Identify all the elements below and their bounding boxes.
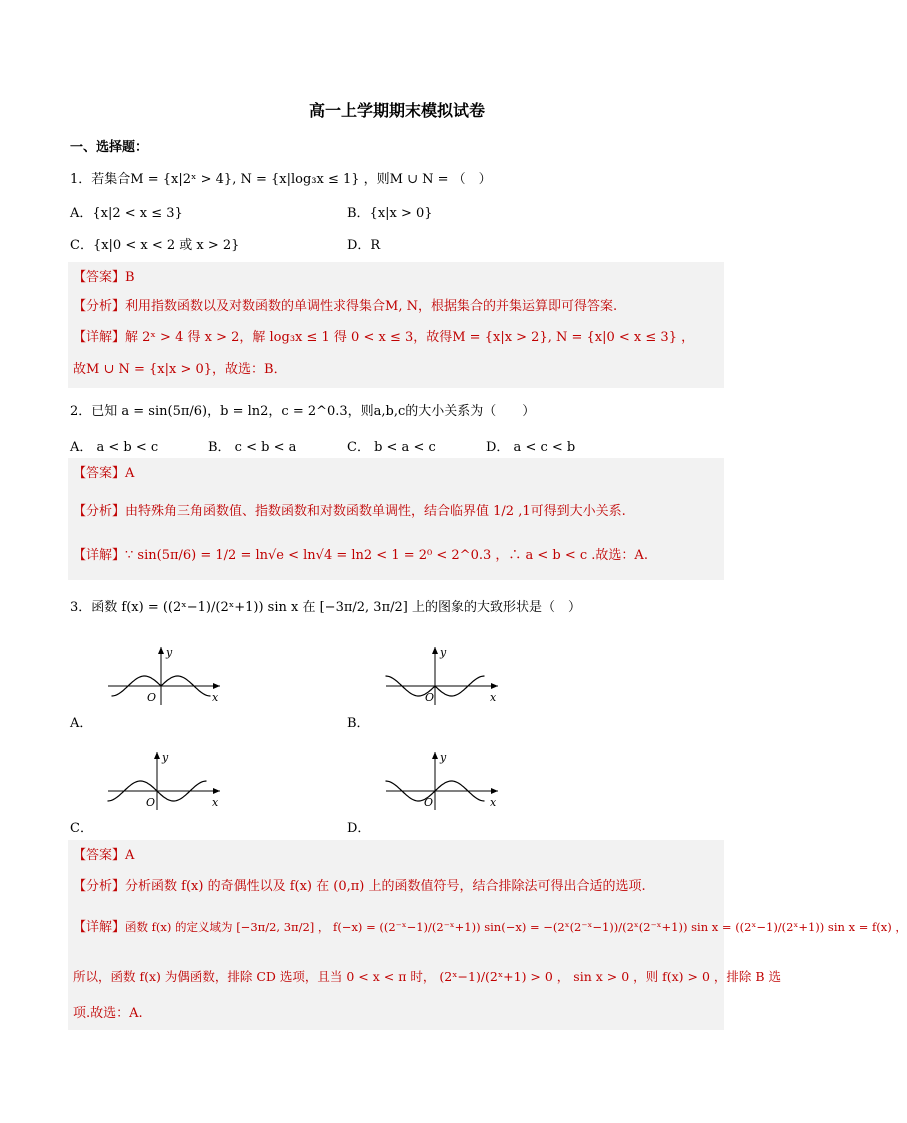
- q2-stem: 2．已知 a = sin(5π/6)，b = ln2，c = 2^0.3，则a,b,c的大小关系为（ ）: [70, 404, 536, 419]
- q3-analysis-tag: 【分析】: [73, 879, 126, 894]
- q1-option-c: C．{x|0 < x < 2 或 x > 2}: [70, 238, 240, 253]
- q1-analysis: 利用指数函数以及对数函数的单调性求得集合M, N，根据集合的并集运算即可得答案.: [125, 299, 618, 314]
- q3-graph-b: [386, 645, 501, 707]
- q3-graph-a: [108, 645, 223, 707]
- q2-option-c: C． b < a < c: [347, 440, 436, 455]
- q2-option-d: D． a < c < b: [486, 440, 576, 455]
- q3-stem: 3．函数 f(x) = ((2ˣ−1)/(2ˣ+1)) sin x 在 [−3π/2, 3π/2] 上的图象的大致形状是（ ）: [70, 600, 581, 615]
- q3-c-origin-label: O: [146, 796, 156, 809]
- section-heading: 一、选择题：: [70, 140, 149, 155]
- q3-a-y-label: y: [166, 646, 173, 659]
- q2-option-b: B． c < b < a: [208, 440, 297, 455]
- q3-answer-tag: 【答案】: [73, 848, 126, 863]
- q3-detail-line3: 项.故选：A.: [73, 1006, 143, 1021]
- q3-b-origin-label: O: [425, 691, 435, 704]
- q1-stem: 1．若集合M = {x|2ˣ > 4}, N = {x|log₃x ≤ 1} ，则M ∪ N = （ ）: [70, 172, 492, 187]
- q1-detail-line1: 解 2ˣ > 4 得 x > 2，解 log₃x ≤ 1 得 0 < x ≤ 3，故得M = {x|x > 2}, N = {x|0 < x ≤ 3} ，: [125, 330, 695, 345]
- q2-analysis-tag: 【分析】: [73, 504, 126, 519]
- q3-option-b: B．: [347, 716, 370, 731]
- page-title: 高一上学期期末模拟试卷: [308, 101, 485, 120]
- q2-detail-tag: 【详解】: [73, 548, 126, 563]
- q3-d-x-label: x: [490, 796, 497, 809]
- q2-answer: A: [125, 466, 135, 481]
- q3-c-y-label: y: [162, 751, 169, 764]
- q3-solution-box: [68, 840, 907, 1030]
- q3-analysis: 分析函数 f(x) 的奇偶性以及 f(x) 在 (0,π) 上的函数值符号，结合排除法可得出合适的选项.: [125, 879, 646, 894]
- q3-d-y-label: y: [440, 751, 447, 764]
- q2-detail: ∵ sin(5π/6) = 1/2 = ln√e < ln√4 = ln2 < 1 = 2⁰ < 2^0.3 ，∴ a < b < c .故选：A.: [125, 548, 648, 563]
- q1-answer: B: [125, 270, 135, 285]
- q3-detail-line2: 所以，函数 f(x) 为偶函数，排除 CD 选项，且当 0 < x < π 时， (2ˣ−1)/(2ˣ+1) > 0 ， sin x > 0 ，则 f(x) > 0 ，排除 B 选: [73, 969, 781, 984]
- q3-detail-tag: 【详解】: [73, 920, 126, 935]
- q2-option-a: A． a < b < c: [70, 440, 159, 455]
- q3-c-x-label: x: [212, 796, 219, 809]
- q3-graph-c: [108, 750, 223, 812]
- q1-option-a: A．{x|2 < x ≤ 3}: [70, 206, 183, 221]
- q3-detail-line1: 函数 f(x) 的定义域为 [−3π/2, 3π/2] ， f(−x) = ((2⁻ˣ−1)/(2⁻ˣ+1)) sin(−x) = −(2ˣ(2⁻ˣ−1))/(2ˣ(2⁻ˣ+1)) sin x = ((2ˣ−1)/(2ˣ+1)) sin x = f(x) ，: [125, 920, 907, 934]
- q2-answer-tag: 【答案】: [73, 466, 126, 481]
- q3-answer: A: [125, 848, 135, 863]
- q3-d-origin-label: O: [424, 796, 434, 809]
- q3-b-x-label: x: [490, 691, 497, 704]
- q2-solution-box: [68, 458, 724, 580]
- q3-graph-d: [386, 750, 501, 812]
- q3-option-d: D．: [347, 821, 371, 836]
- q1-option-b: B．{x|x > 0}: [347, 206, 433, 221]
- q1-detail-tag: 【详解】: [73, 330, 126, 345]
- q3-a-origin-label: O: [147, 691, 157, 704]
- q1-solution-box: [68, 262, 724, 388]
- q3-option-c: C．: [70, 821, 93, 836]
- q1-detail-line2: 故M ∪ N = {x|x > 0}，故选：B．: [73, 362, 287, 377]
- q1-analysis-tag: 【分析】: [73, 299, 126, 314]
- q1-answer-tag: 【答案】: [73, 270, 126, 285]
- q3-b-y-label: y: [440, 646, 447, 659]
- q3-option-a: A．: [70, 716, 93, 731]
- q1-option-d: D．R: [347, 238, 381, 253]
- q3-a-x-label: x: [212, 691, 219, 704]
- q2-analysis: 由特殊角三角函数值、指数函数和对数函数单调性，结合临界值 1/2 ,1可得到大小关系.: [125, 504, 626, 519]
